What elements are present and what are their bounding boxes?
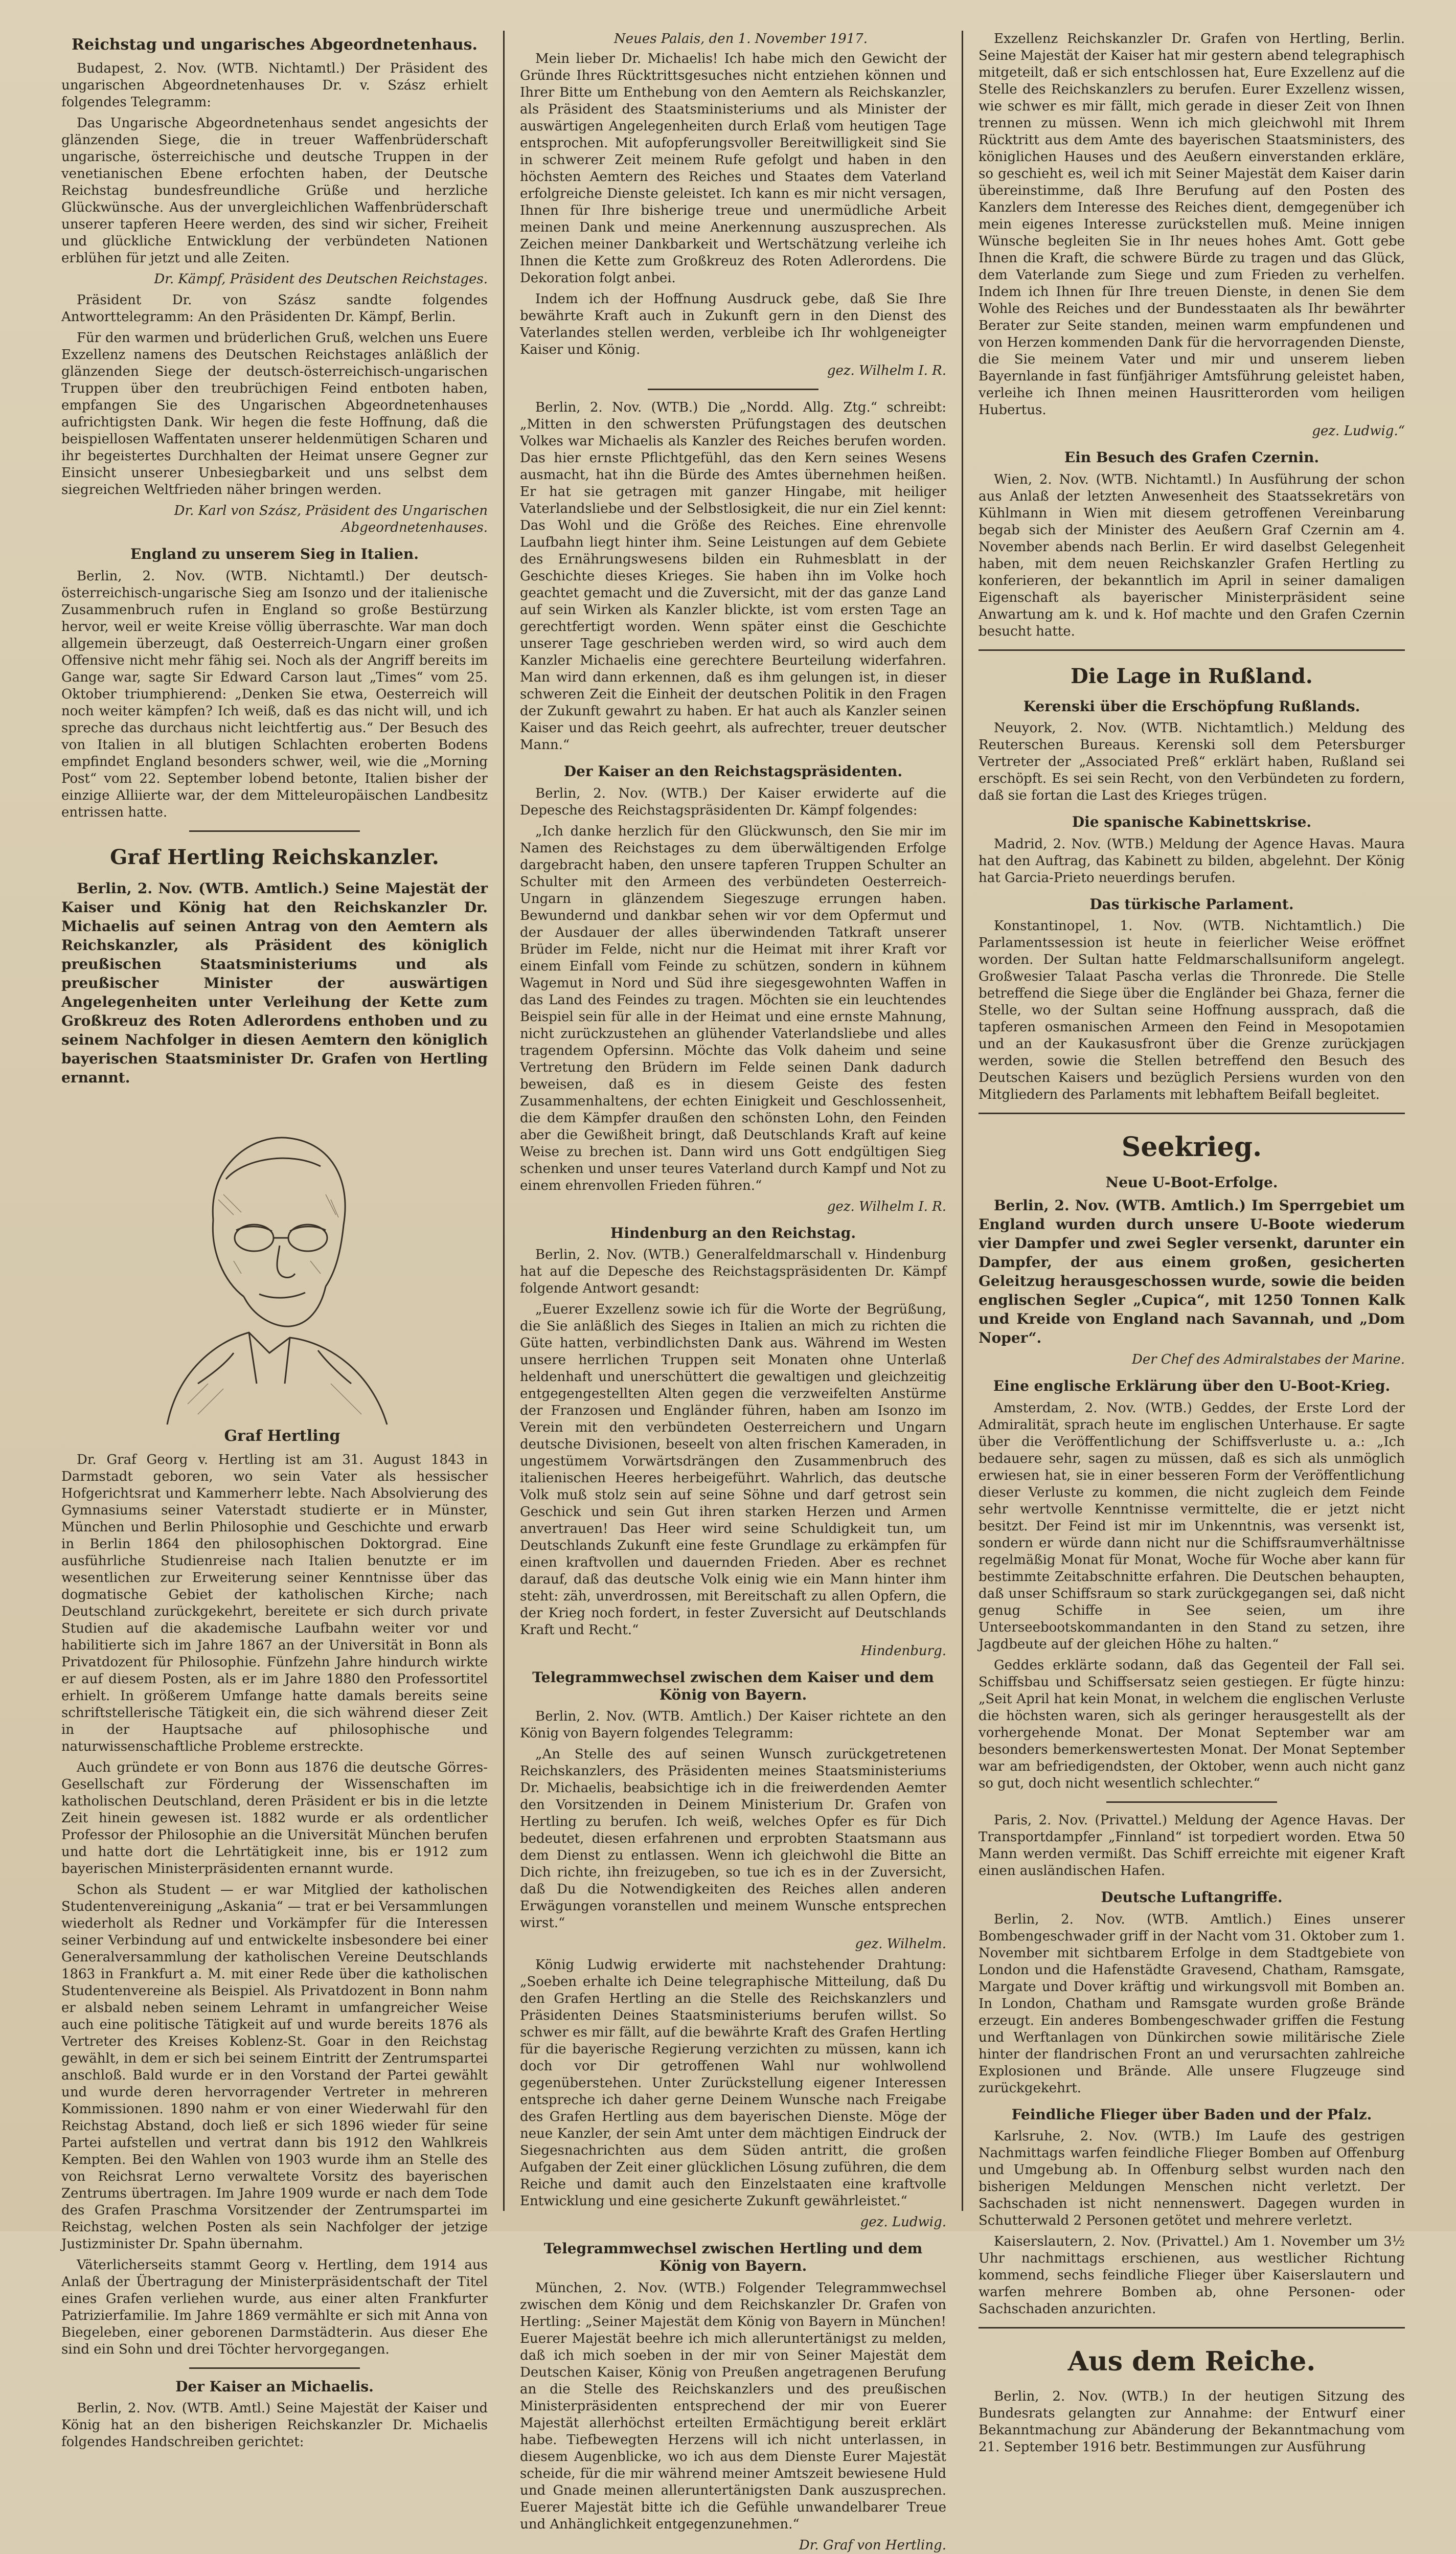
divider [189, 2367, 360, 2369]
paragraph: Väterlicherseits stammt Georg v. Hertling, dem 1914 aus Anlaß der Übertragung der Ministerpräsidentschaft der Titel eines Grafen verliehen wurde, aus einer alten Frankfurter Patrizierfamilie. Im Jahre 1869 vermählte er sich mit Anna von Biegeleben, einer geborenen Darmstädterin. Aus dieser Ehe sind ein Sohn und drei Töchter hervorgegangen. [61, 2257, 488, 2357]
paragraph: Madrid, 2. Nov. (WTB.) Meldung der Agence Havas. Maura hat den Auftrag, das Kabinett zu bilden, abgelehnt. Der König hat Garcia-Prieto neuerdings berufen. [979, 836, 1405, 886]
paragraph: „Euerer Exzellenz sowie ich für die Worte der Begrüßung, die Sie anläßlich des Sieges in Italien an mich zu richten die Güte hatten, verbindlichsten Dank aus. Während im Westen unsere herrlichen Truppen seit Monaten ohne Unterlaß heldenhaft und unerschüttert die gewaltigen und gleichzeitig entgegengestellten Alten gegen die verzweifelten Anstürme der Franzosen und Engländer führen, haben am Isonzo im Verein mit den verbündeten Oesterreichern und Ungarn deutsche Divisionen, beseelt von alten frischen Kameraden, in ungestümem Vorwärtsdrängen den Zusammenbruch des italienischen Heeres herbeigeführt. Wahrlich, das deutsche Volk muß stolz sein auf seine Söhne und darf getrost sein Geschick und sein Gut ihren starken Herzen und Armen anvertrauen! Das Heer wird seine Schuldigkeit tun, um Deutschlands Zukunft eine feste Grundlage zu erkämpfen für einen kraftvollen und dauernden Frieden. Aber es rechnet darauf, daß das deutsche Volk einig wie ein Mann hinter ihm steht: zäh, unverdrossen, mit Bereitschaft zu allen Opfern, die der Krieg noch fordert, in fester Zuversicht auf Deutschlands Kraft und Recht.“ [520, 1302, 946, 1638]
paragraph: Dr. Graf Georg v. Hertling ist am 31. August 1843 in Darmstadt geboren, wo sein Vater als hessischer Hofgerichtsrat und Kammerherr lebte. Nach Absolvierung des Gymnasiums seiner Vaterstadt studierte er in Münster, München und Berlin Philosophie und Geschichte und erwarb in Berlin 1864 den philosophischen Doktorgrad. Eine ausführliche Studienreise nach Italien benutzte er im wesentlichen zur Erweiterung seiner Kenntnisse über das dogmatische Gebiet der katholischen Kirche; nach Deutschland zurückgekehrt, bereitete er sich durch private Studien auf die akademische Laufbahn weiter vor und habilitierte sich im Jahre 1867 an der Universität in Bonn als Privatdozent für Philosophie. Fünfzehn Jahre hindurch wirkte er auf diesem Posten, als er im Jahre 1880 den Professortitel erhielt. In größerem Umfange hatte damals bereits seine schriftstellerische Tätigkeit ein, die sich während dieser Zeit in der Hauptsache auf philosophische und naturwissenschaftliche Probleme erstreckte. [61, 1452, 488, 1754]
divider [979, 2327, 1405, 2329]
lead-paragraph: Berlin, 2. Nov. (WTB. Amtlich.) Im Sperrgebiet um England wurden durch unsere U-Boote wiederum vier Dampfer und zwei Segler versenkt, darunter ein Dampfer, der aus einem großen, gesicherten Geleitzug herausgeschossen wurde, sowie die beiden englischen Segler „Cupica“, mit 1250 Tonnen Kalk und Kreide von England nach Savannah, und „Dom Noper“. [979, 1197, 1405, 1347]
paragraph: Berlin, 2. Nov. (WTB.) Die „Nordd. Allg. Ztg.“ schreibt: „Mitten in den schwersten Prüfungstagen des deutschen Volkes war Michaelis als Kanzler des Reiches berufen worden. Das hier ernste Pflichtgefühl, das den Kern seines Wesens ausmacht, hat ihn die Bürde des Amtes übernehmen heißen. Er hat sie getragen mit ganzer Hingabe, mit heiliger Vaterlandsliebe und der Selbstlosigkeit, die nur ein Ziel kennt: Das Wohl und die Größe des Reiches. Eine ehrenvolle Laufbahn liegt hinter ihm. Seine Leistungen auf dem Gebiete des Ernährungswesens bilden ein Ruhmesblatt in der Geschichte dieses Krieges. Sie haben ihn im Volke hoch geachtet gemacht und die Zuversicht, mit der das ganze Land auf sein Wirken als Kanzler blickte, ist vom ersten Tage an gerechtfertigt worden. Wenn später einst die Geschichte unserer Tage geschrieben werden wird, so wird auch dem Kanzler Michaelis eine gerechtere Beurteilung widerfahren. Man wird dann erkennen, daß es ihm gelungen ist, in dieser schweren Zeit die Einheit der deutschen Politik in den Fragen der Zukunft gewahrt zu haben. Er hat auch als Kanzler seinen Kaiser und das Reich geehrt, als aufrechter, treuer deutscher Mann.“ [520, 400, 946, 753]
divider [979, 649, 1405, 651]
paragraph: Budapest, 2. Nov. (WTB. Nichtamtl.) Der Präsident des ungarischen Abgeordnetenhauses Dr. v. Szász erhielt folgendes Telegramm: [61, 61, 488, 110]
headline-feindliche-flieger: Feindliche Flieger über Baden und der Pfalz. [1011, 2106, 1372, 2123]
paragraph: Für den warmen und brüderlichen Gruß, welchen uns Euere Exzellenz namens des Deutschen Reichstages anläßlich der glänzenden Siege der deutsch-österreichisch-ungarischen Truppen über den treubrüchigen Feind entboten haben, empfangen Sie des Ungarischen Abgeordnetenhauses aufrichtigsten Dank. Wir hegen die feste Hoffnung, daß die beispiellosen Waffentaten unserer heldenmütigen Scharen und ihr begeistertes Durchhalten der Heimat unsere Gegner zur Einsicht unserer Unbesiegbarkeit und uns selbst dem siegreichen Weltfrieden näher bringen werden. [61, 330, 488, 498]
signature: gez. Wilhelm I. R. [827, 1199, 946, 1214]
headline-lage-russland: Die Lage in Rußland. [1071, 664, 1313, 688]
signature: gez. Ludwig.“ [1312, 423, 1405, 439]
subheadline-u-boot-erfolge: Neue U-Boot-Erfolge. [1105, 1173, 1278, 1191]
signature: Dr. Karl von Szász, Präsident des Ungarischen Abgeordnetenhauses. [174, 503, 488, 535]
headline-hindenburg-reichstag: Hindenburg an den Reichstag. [610, 1224, 856, 1241]
paragraph: Berlin, 2. Nov. (WTB. Amtl.) Seine Majestät der Kaiser und König hat an den bisherigen Reichskanzler Dr. Michaelis folgendes Handschreiben gerichtet: [61, 2401, 488, 2450]
paragraph: Auch gründete er von Bonn aus 1876 die deutsche Görres-Gesellschaft zur Förderung der Wissenschaften im katholischen Deutschland, deren Präsident er bis in die letzte Zeit hinein gewesen ist. 1882 wurde er als ordentlicher Professor der Philosophie an die Universität München berufen und hatte dort die Lehrtätigkeit inne, bis er 1912 zum bayerischen Ministerpräsidenten ernannt wurde. [61, 1759, 488, 1877]
subheadline-kerenski: Kerenski über die Erschöpfung Rußlands. [1023, 697, 1360, 715]
signature: gez. Ludwig. [860, 2214, 946, 2230]
paragraph: „An Stelle des auf seinen Wunsch zurückgetretenen Reichskanzlers, des Präsidenten meines Staatsministeriums Dr. Michaelis, beabsichtige ich in die freiwerdenden Aemter den Vorsitzenden in Deinem Ministerium Dr. Grafen von Hertling zu berufen. Ich weiß, welches Opfer es für Dich bedeutet, diesen erfahrenen und erprobten Staatsmann aus dem Dienst zu entlassen. Wenn ich gleichwohl die Bitte an Dich richte, ihn freizugeben, so tue ich es in der Zuversicht, daß Du die Notwendigkeiten des Reiches allen anderen Erwägungen voranstellen und meinem Wunsche entsprechen wirst.“ [520, 1747, 946, 1931]
divider [1106, 1801, 1277, 1803]
headline-telegramm-kaiser-bayern: Telegrammwechsel zwischen dem Kaiser und dem König von Bayern. [532, 1669, 934, 1703]
paragraph: Neuyork, 2. Nov. (WTB. Nichtamtlich.) Meldung des Reuterschen Bureaus. Kerenski soll dem Petersburger Vertreter der „Associated Preß“ erklärt haben, Rußland sei erschöpft. Es sei sein Recht, von den Verbündeten zu fordern, daß sie fortan die Last des Krieges trügen. [979, 720, 1405, 804]
headline-reichstag-ungarn: Reichstag und ungarisches Abgeordnetenhaus. [72, 36, 477, 54]
signature: gez. Wilhelm I. R. [827, 363, 946, 378]
paragraph: Das Ungarische Abgeordnetenhaus sendet angesichts der glänzenden Siege, die in treuer Waffenbrüderschaft ungarische, österreichische und deutsche Truppen in der venetianischen Ebene erfochten haben, der Deutsche Reichstag bundesfreundliche Grüße und herzliche Glückwünsche. Aus der unvergleichlichen Waffenbrüderschaft unserer tapferen Heere werden, des sind wir sicher, Freiheit und glückliche Entwicklung der verbündeten Nationen erblühen für jetzt und alle Zeiten. [61, 116, 488, 266]
paragraph: Exzellenz Reichskanzler Dr. Grafen von Hertling, Berlin. Seine Majestät der Kaiser hat mir gestern abend telegraphisch mitgeteilt, daß er sich entschlossen hat, Eure Exzellenz auf die Stelle des Reichskanzlers zu berufen. Eurer Exzellenz wissen, wie schwer es mir fällt, mich gerade in dieser Zeit von Ihnen trennen zu müssen. Wenn ich mich gleichwohl mit Ihrem Rücktritt aus dem Amte des bayerischen Staatsministers, des königlichen Hauses und des Aeußern einverstanden erkläre, so geschieht es, weil ich mit Seiner Majestät dem Kaiser darin übereinstimme, daß Ihre Berufung auf den Posten des Kanzlers dem Interesse des Reiches dient, demgegenüber ich mein eigenes Interesse zurückstellen muß. Meine innigen Wünsche begleiten Sie in Ihr neues hohes Amt. Gott gebe Ihnen die Kraft, die schwere Bürde zu tragen und das Glück, dem Vaterlande zum Siege und zum Frieden zu verhelfen. Indem ich Ihnen für Ihre treuen Dienste, in denen Sie dem Wohle des Reiches und der Bundesstaaten als Ihr bewährter Berater zur Seite standen, meinen warm empfundenen und von Herzen kommenden Dank für die hervorragenden Dienste, die Sie meinem Vater und mir und unserem lieben Bayernlande in fast fünfjähriger Amtsführung geleistet haben, verleihe ich Ihnen meinen Hausritterorden vom heiligen Hubertus. [979, 31, 1405, 418]
paragraph: München, 2. Nov. (WTB.) Folgender Telegrammwechsel zwischen dem König und dem Reichskanzler Dr. Grafen von Hertling: „Seiner Majestät dem König von Bayern in München! Euerer Majestät beehre ich mich alleruntertänigst zu melden, daß ich mich soeben in der mir von Seiner Majestät dem Deutschen Kaiser, König von Preußen angetragenen Berufung an die Stelle des Reichskanzlers und des preußischen Ministerpräsidenten entsprechend der mir von Euerer Majestät allerhöchst erteilten Ermächtigung bereit erklärt habe. Tiefbewegten Herzens will ich nicht unterlassen, in diesem Augenblicke, wo ich aus dem Dienste Eurer Majestät scheide, für die mir während meiner Amtszeit bewiesene Huld und Gnade meinen alleruntertänigsten Dank auszusprechen. Euerer Majestät bitte ich die Gefühle unwandelbarer Treue und Anhänglichkeit entgegenzunehmen.“ [520, 2280, 946, 2532]
paragraph: Kaiserslautern, 2. Nov. (Privattel.) Am 1. November um 3½ Uhr nachmittags erschienen, aus westlicher Richtung kommend, sechs feindliche Flieger über Kaiserslautern und warfen mehrere Bomben ab, ohne Personen- oder Sachschaden anzurichten. [979, 2234, 1405, 2317]
column-3 [963, 31, 1420, 2455]
headline-aus-dem-reiche: Aus dem Reiche. [1067, 2346, 1316, 2378]
divider [189, 830, 360, 832]
divider [648, 389, 818, 390]
signature: Dr. Graf von Hertling. [799, 2537, 946, 2553]
headline-besuch-czernin: Ein Besuch des Grafen Czernin. [1064, 449, 1320, 466]
paragraph: Berlin, 2. Nov. (WTB. Nichtamtl.) Der deutsch-österreichisch-ungarische Sieg am Isonzo und der italienische Zusammenbruch rufen in England so große Bestürzung hervor, weil er weite Kreise völlig überraschte. War man doch allgemein überzeugt, daß Oesterreich-Ungarn einer großen Offensive nicht mehr fähig sei. Noch als der Angriff bereits im Gange war, sagte Sir Edward Carson laut „Times“ vom 25. Oktober triumphierend: „Denken Sie etwa, Oesterreich will noch weiter kämpfen? Ich weiß, daß es das nicht will, und ich spreche das durchaus nicht leichtfertig aus.“ Der Besuch des von Italien in all blutigen Schlachten eroberten Bodens empfindet England besonders schwer, weil, wie die „Morning Post“ vom 22. September lobend betonte, Italien bisher der einzige Alliierte war, der dem Mitteleuropäischen Landbesitz entrissen hatte. [61, 568, 488, 820]
headline-tuerkisches-parlament: Das türkische Parlament. [1089, 895, 1294, 913]
headline-hertling-reichskanzler: Graf Hertling Reichskanzler. [110, 845, 439, 869]
signature: gez. Wilhelm. [855, 1936, 946, 1952]
portrait-caption: Graf Hertling [224, 1427, 340, 1445]
headline-kaiser-reichstagspraesident: Der Kaiser an den Reichstagspräsidenten. [563, 763, 903, 780]
headline-spanische-kabinettskrise: Die spanische Kabinettskrise. [1072, 813, 1312, 831]
paragraph: Karlsruhe, 2. Nov. (WTB.) Im Laufe des gestrigen Nachmittags warfen feindliche Flieger Bomben auf Offenburg und Umgebung ab. In Offenburg selbst wurden nach den bisherigen Meldungen Menschen nicht verletzt. Der Sachschaden ist nicht nennenswert. Dagegen wurden in Schutterwald 2 Personen getötet und mehrere verletzt. [979, 2129, 1405, 2229]
signature: Der Chef des Admiralstabes der Marine. [1131, 1352, 1405, 1368]
paragraph: Schon als Student — er war Mitglied der katholischen Studentenvereinigung „Askania“ — trat er bei Versammlungen wiederholt als Redner und Vorkämpfer für die Interessen seiner Verbindung auf und entwickelte insbesondere bei einer Generalversammlung der katholischen Vereine Deutschlands 1863 in Frankfurt a. M. mit einer Rede über die katholischen Studentenvereine als Beispiel. Als Privatdozent in Bonn nahm er alsbald neben seinem Lehramt in umfangreicher Weise auch eine politische Tätigkeit auf und wurde bereits 1876 als Vertreter des Kreises Koblenz-St. Goar in den Reichstag gewählt, in dem er sich bei seinem Eintritt der Zentrumspartei anschloß. Bald wurde er in den Vorstand der Partei gewählt und wurde deren hervorragender Vertreter in mehreren Kommissionen. 1890 nahm er von einer Wiederwahl für den Reichstag Abstand, doch ließ er sich 1896 wieder für seine Partei aufstellen und vertrat dann bis 1912 den Wahlkreis Kempten. Bei den Wahlen von 1903 wurde ihm an Stelle des von Reichsrat Lerno verwaltete Vorsitz des bayerischen Zentrums übertragen. Im Jahre 1909 wurde er nach dem Tode des Grafen Praschma Vorsitzender der Zentrumspartei im Reichstag, welchen Posten als sein Nachfolger der jetzige Justizminister Dr. Spahn übernahm. [61, 1882, 488, 2252]
headline-england-italien: England zu unserem Sieg in Italien. [130, 546, 419, 562]
lead-paragraph: Berlin, 2. Nov. (WTB. Amtlich.) Seine Majestät der Kaiser und König hat den Reichskanzler Dr. Michaelis auf seinen Antrag von den Aemtern als Reichskanzler, als Präsident des königlich preußischen Staatsministeriums und als preußischer Minister der auswärtigen Angelegenheiten unter Verleihung der Kette zum Großkreuz des Roten Adlerordens enthoben und zu seinem Nachfolger in diesen Aemtern den königlich bayerischen Staatsminister Dr. Grafen von Hertling ernannt. [61, 879, 488, 1086]
paragraph: Paris, 2. Nov. (Privattel.) Meldung der Agence Havas. Der Transportdampfer „Finnland“ ist torpediert worden. Etwa 50 Mann werden vermißt. Das Schiff erreichte mit eigener Kraft einen ausländischen Hafen. [979, 1812, 1405, 1879]
signature: Hindenburg. [860, 1643, 946, 1659]
paragraph: Indem ich der Hoffnung Ausdruck gebe, daß Sie Ihre bewährte Kraft auch in Zukunft gern in den Dienst des Vaterlandes stellen werden, verbleibe ich Ihr wohlgeneigter Kaiser und König. [520, 291, 946, 357]
paragraph: Berlin, 2. Nov. (WTB.) Der Kaiser erwiderte auf die Depesche des Reichstagspräsidenten Dr. Kämpf folgendes: [520, 785, 946, 818]
column-1 [46, 31, 505, 2450]
headline-englische-erklaerung: Eine englische Erklärung über den U-Boot-Krieg. [993, 1377, 1391, 1395]
headline-seekrieg: Seekrieg. [1121, 1132, 1262, 1163]
paragraph: Amsterdam, 2. Nov. (WTB.) Geddes, der Erste Lord der Admiralität, sprach heute im englischen Unterhause. Er sagte über die Veröffentlichung der Schiffsverluste u. a.: „Ich bedauere sehr, sagen zu müssen, daß es sich als unmöglich erwiesen hat, sie in einer besseren Form der Veröffentlichung dieser Verluste zu kommen, die nicht zugleich dem Feinde sehr wertvolle Kenntnisse vermittelte, die er jetzt nicht besitzt. Der Feind ist mir im Unkenntnis, was versenkt ist, sondern er würde dann nicht nur die Schiffsraumverhältnisse regelmäßig Monat für Monat, Woche für Woche aber kann für bestimmte Zeitabschnitte erfahren. Die Deutschen behaupten, daß unser Schiffsraum so stark zurückgegangen sei, daß nicht genug Schiffe in See seien, um ihre Unterseebootskommandanten in den Stand zu setzen, ihre Jagdbeute auf der gleichen Höhe zu halten.“ [979, 1400, 1405, 1652]
paragraph: Berlin, 2. Nov. (WTB.) Generalfeldmarschall v. Hindenburg hat auf die Depesche des Reichstagspräsidenten Dr. Kämpf folgende Antwort gesandt: [520, 1247, 946, 1297]
paragraph: Berlin, 2. Nov. (WTB. Amtlich.) Der Kaiser richtete an den König von Bayern folgendes Telegramm: [520, 1709, 946, 1742]
paragraph: Präsident Dr. von Szász sandte folgendes Antworttelegramm: An den Präsidenten Dr. Kämpf, Berlin. [61, 292, 488, 325]
headline-deutsche-luftangriffe: Deutsche Luftangriffe. [1101, 1888, 1283, 1906]
paragraph: „Ich danke herzlich für den Glückwunsch, den Sie mir im Namen des Reichstages zu dem überwältigenden Erfolge dargebracht haben, den unsere tapferen Truppen Schulter an Schulter mit den Armeen des verbündeten Oesterreich-Ungarn in glänzendem Siegeszuge errungen haben. Bewundernd und dankbar sehen wir vor dem Opfermut und der Ausdauer der alles überwindenden Tatkraft unserer Brüder im Felde, nicht nur die Heimat mit ihrer Kraft vor einem Einfall vom Feinde zu schützen, sondern in kühnem Wagemut in Nord und Süd ihre siegesgewohnten Waffen in das Land des Feindes zu tragen. Möchten sie ein leuchtendes Beispiel sein für alle in der Heimat und eine ernste Mahnung, nicht zurückzustehen an glühender Vaterlandsliebe und alles tragendem Opfersinn. Möchte das Volk daheim und seine Vertretung den Brüdern im Felde seinen Dank dadurch beweisen, daß es in diesem Geiste des festen Zusammenhaltens, der echten Einigkeit und Geschlossenheit, die dem Kämpfer draußen den schönsten Lohn, den Feinden aber die Gewißheit bringt, daß Deutschlands Kraft auf keine Weise zu brechen ist. Dann wird uns Gott endgültigen Sieg schenken und unser teures Vaterland durch Kampf und Not zu einem ehrenvollen Frieden führen.“ [520, 823, 946, 1193]
paragraph: Geddes erklärte sodann, daß das Gegenteil der Fall sei. Schiffsbau und Schiffsersatz seien gestiegen. Er fügte hinzu: „Seit April hat kein Monat, in welchem die englischen Verluste die höchsten waren, sich als geringer herausgestellt als der vorhergehende Monat. Der Monat September war am besonders bemerkenswertesten Monat. Der Monat September war am befriedigendsten, der Oktober, wenn auch nicht ganz so gut, doch nicht wesentlich schlechter.“ [979, 1657, 1405, 1791]
paragraph: König Ludwig erwiderte mit nachstehender Drahtung: „Soeben erhalte ich Deine telegraphische Mitteilung, daß Du den Grafen Hertling an die Stelle des Reichskanzlers und Präsidenten Deines Staatsministeriums berufen willst. So schwer es mir fällt, auf die bewährte Kraft des Grafen Hertling für die bayerische Regierung verzichten zu müssen, kann ich doch vor Dir getroffenen Wahl nur wohlwollend gegenüberstehen. Unter Zurückstellung eigener Interessen entspreche ich daher gerne Deinem Wunsche nach Freigabe des Grafen Hertling aus dem bayerischen Dienste. Möge der neue Kanzler, der sein Amt unter dem mächtigen Eindruck der Siegesnachrichten aus dem Süden antritt, die großen Aufgaben der Zeit einer glücklichen Lösung zuführen, die dem Reiche und damit auch den Einzelstaaten eine kraftvolle Entwicklung und eine gesicherte Zukunft gewährleistet.“ [520, 1957, 946, 2209]
paragraph: Berlin, 2. Nov. (WTB.) In der heutigen Sitzung des Bundesrats gelangten zur Annahme: der Entwurf einer Bekanntmachung zur Abänderung der Bekanntmachung vom 21. September 1916 betr. Bestimmungen zur Ausführung [979, 2388, 1405, 2455]
letter-dateline: Neues Palais, den 1. November 1917. [613, 31, 868, 47]
headline-telegramm-hertling-bayern: Telegrammwechsel zwischen Hertling und dem König von Bayern. [543, 2240, 923, 2274]
divider [979, 1113, 1405, 1114]
paragraph: Berlin, 2. Nov. (WTB. Amtlich.) Eines unserer Bombengeschwader griff in der Nacht vom 31. Oktober zum 1. November mit sichtbarem Erfolge in dem Stadtgebiete von London und die Hafenstädte Gravesend, Chatham, Ramsgate, Margate und Dover kräftig und wirkungsvoll mit Bomben an. In London, Chatham und Ramsgate wurden große Brände erzeugt. Ein anderes Bombengeschwader griffen die Festung und Werftanlagen von Dünkirchen sowie militärische Ziele hinter der flandrischen Front an und verursachten zahlreiche Explosionen und Brände. Alle unsere Flugzeuge sind zurückgekehrt. [979, 1911, 1405, 2096]
paragraph: Wien, 2. Nov. (WTB. Nichtamtl.) In Ausführung der schon aus Anlaß der letzten Anwesenheit des Staatssekretärs von Kühlmann in Wien mit diesem getroffenen Vereinbarung begab sich der Minister des Aeußern Graf Czernin am 4. November abends nach Berlin. Er wird daselbst Gelegenheit haben, mit dem neuen Reichskanzler Grafen Hertling zu konferieren, der bekanntlich im April in seiner damaligen Eigenschaft als bayerischer Ministerpräsident seine Anwartung am k. und k. Hof machte und den Grafen Czernin besucht hatte. [979, 471, 1405, 639]
portrait-graf-hertling [136, 1097, 413, 1425]
paragraph: Mein lieber Dr. Michaelis! Ich habe mich den Gewicht der Gründe Ihres Rücktrittsgesuches nicht entziehen können und Ihrer Bitte um Enthebung von den Aemtern als Reichskanzler, als Präsident des Staatsministeriums und als Minister der auswärtigen Angelegenheiten durch Erlaß vom heutigen Tage entsprochen. Mit aufopferungsvoller Bereitwilligkeit sind Sie in schwerer Zeit meinem Rufe gefolgt und haben in den höchsten Aemtern des Reiches und Staates dem Vaterland erfolgreiche Dienste geleistet. Ich kann es mir nicht versagen, Ihnen für Ihre bisherige treue und unermüdliche Arbeit meinen Dank und meine Anerkennung auszusprechen. Als Zeichen meiner Dankbarkeit und Wertschätzung verleihe ich Ihnen die Kette zum Großkreuz des Roten Adlerordens. Die Dekoration folgt anbei. [520, 51, 946, 286]
column-2 [505, 31, 963, 2553]
signature: Dr. Kämpf, Präsident des Deutschen Reichstages. [154, 272, 488, 287]
paragraph: Konstantinopel, 1. Nov. (WTB. Nichtamtlich.) Die Parlamentssession ist heute in feierlicher Weise eröffnet worden. Der Sultan hatte Feldmarschallsuniform angelegt. Großwesier Talaat Pascha verlas die Thronrede. Die Stelle betreffend die Siege über die Engländer bei Ghaza, ferner die Stelle, wo der Sultan seine Hoffnung aussprach, daß die tapferen osmanischen Armeen den Feind in Mesopotamien und an der Kaukasusfront über die Grenze zurückjagen werden, sowie die Stellen betreffend den Besuch des Deutschen Kaisers und bezüglich Persiens wurden von den Mitgliedern des Parlaments mit lebhaftem Beifall begleitet. [979, 918, 1405, 1103]
headline-kaiser-an-michaelis: Der Kaiser an Michaelis. [175, 2378, 374, 2395]
